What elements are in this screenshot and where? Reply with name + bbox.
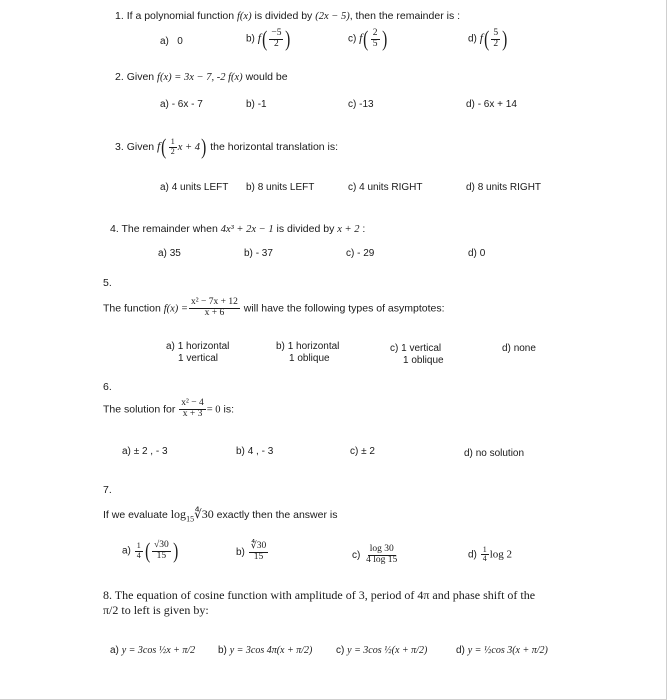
question-2 [115,71,288,83]
option-value: y = 3cos 4π(x + π/2) [229,645,313,656]
q3-rest: x + 4 [177,141,200,153]
option-value: 0 [177,36,183,47]
option-value: 0 [479,248,486,259]
q2-option-a[interactable] [160,99,203,110]
option-letter: c) [352,550,361,562]
frac-num: 2 [372,27,378,38]
option-letter: d) [502,343,511,354]
option-value: ± 2 , - 3 [133,446,168,457]
q8-option-b[interactable] [218,645,312,656]
option-letter: c) [348,99,357,110]
frac-den: 4 [136,550,141,560]
q2-text: Given [126,71,155,83]
frac-den: 4 log 15 [366,554,398,565]
q6-eq: = 0 [206,404,221,416]
frac-num: √30 [154,539,169,550]
q8-option-d[interactable] [456,645,548,656]
question-3: 3. Given f( $\frac{1}{2}$ x + 4) the horizontal translation is: [115,134,339,159]
q1-text: If a polynomial function [126,10,235,22]
option-value: 35 [169,248,181,259]
option-letter: c) [390,343,399,354]
q7-option-a[interactable]: a) $\frac{1}{4}$ ( $\frac{√30}{15}$ ) [122,538,178,563]
option-letter: b) [236,547,245,559]
frac-den: 4 [482,554,487,564]
frac-den: 15 [156,550,167,561]
frac-den: x + 3 [182,408,203,419]
q6-number: 6. [103,381,112,393]
q4-poly: 4x³ + 2x − 1 [220,224,274,235]
option-value: -1 [257,99,267,110]
question-6 [103,399,234,420]
frac-num: ∜30 [250,541,267,551]
q2-number: 2. [115,71,124,83]
q5-option-b[interactable] [276,341,339,364]
q7-base: 15 [186,514,195,524]
option-value: - 29 [357,248,375,259]
q8-option-c[interactable] [336,645,427,656]
frac-num: x² − 7x + 12 [191,297,238,307]
frac-den: 2 [493,38,499,49]
q2-expr: f(x) = 3x − 7, -2 f(x) [157,72,243,83]
q2-option-c[interactable] [348,99,374,110]
option-letter: b) [218,645,227,656]
option-fn: f [479,30,484,45]
q7-option-d[interactable] [468,546,512,564]
option-letter: d) [464,448,473,459]
q1-fx: f(x) [237,11,252,22]
option-letter: a) [160,182,169,193]
q4-option-c[interactable] [346,248,374,259]
q5-option-d[interactable] [502,343,536,354]
q1-number: 1. [115,10,124,22]
option-letter: b) [246,182,255,193]
q7-number: 7. [103,484,112,496]
option-line2: 1 oblique [403,354,444,366]
q2-option-d[interactable] [466,99,517,110]
option-value: none [513,343,536,354]
option-letter: b) [236,446,245,457]
q1-divisor: (2x − 5) [315,11,350,22]
q7-text: If we evaluate [103,509,168,521]
q5-lhs: f(x) = [163,303,188,315]
q4-option-a[interactable] [158,248,181,259]
option-line1: 1 horizontal [177,341,230,352]
frac-den: 15 [253,551,264,562]
q6-text: The solution for [103,403,176,416]
q1-option-b[interactable]: b) f( $\frac{-5}{2}$ ) [246,26,291,51]
option-value: - 6x - 7 [171,99,203,110]
q8-option-a[interactable] [110,645,195,656]
q5-option-c[interactable] [390,343,444,366]
option-letter: b) [246,99,255,110]
option-letter: b) [246,33,255,45]
q7-tail: exactly then the answer is [216,509,338,521]
q4-tail: : [362,223,366,235]
option-letter: a) [160,99,169,110]
option-letter: d) [468,549,477,561]
q1-tail: , then the remainder is : [349,10,461,22]
option-letter: b) [276,341,285,352]
q6-option-c[interactable] [350,446,375,457]
option-letter: c) [348,33,357,45]
q5-number: 5. [103,277,112,289]
q1-option-c[interactable]: c) f( $\frac{2}{5}$ ) [348,26,387,51]
option-line2: 1 oblique [289,352,330,364]
option-value: ± 2 [361,446,375,457]
q3-option-d[interactable] [466,182,541,193]
option-letter: d) [466,182,475,193]
option-letter: c) [346,248,355,259]
q1-mid: is divided by [254,10,313,22]
question-7 [103,507,337,523]
frac-den: x + 6 [204,307,225,318]
frac-den: 2 [170,146,175,156]
frac-num: 1 [136,541,141,551]
question-1 [115,10,460,22]
option-letter: a) [110,645,119,656]
option-value: 8 units LEFT [257,182,315,193]
option-letter: c) [348,182,357,193]
frac-num: 1 [482,545,487,554]
q4-divisor: x + 2 [337,224,360,235]
option-value: - 37 [255,248,273,259]
option-letter: c) [350,446,359,457]
q7-option-b[interactable] [236,542,269,563]
option-letter: a) [122,446,131,457]
option-fn: f [359,30,363,45]
option-line2: 1 vertical [178,352,219,364]
option-value: 8 units RIGHT [477,182,542,193]
q3-option-c[interactable] [348,182,422,193]
q4-option-b[interactable] [244,248,273,259]
option-letter: d) [468,248,477,259]
option-value: - 6x + 14 [477,99,517,110]
frac-den: 2 [274,38,279,49]
option-value: y = 3cos ½(x + π/2) [347,645,428,656]
q4-mid: is divided by [276,223,335,235]
option-letter: d) [468,33,477,45]
q4-option-d[interactable] [468,248,485,259]
question-5 [103,298,445,319]
question-8: 8. The equation of cosine function with amplitude of 3, period of 4π and phase shift of the π/2 to left is given by: [103,588,536,617]
option-line1: 1 horizontal [287,341,340,352]
q6-option-a[interactable] [122,446,168,457]
q1-option-d[interactable]: d) f( $\frac{5}{2}$ ) [468,26,508,51]
option-rest: log 2 [489,548,512,561]
q5-text: The function [103,302,161,315]
question-4 [110,223,365,235]
option-letter: d) [466,99,475,110]
q3-option-b[interactable] [246,182,314,193]
frac-num: 1 [170,137,175,147]
q3-fn: f [157,138,161,153]
option-fn: f [257,30,262,45]
frac-num: −5 [271,27,282,38]
option-letter: a) [166,341,175,352]
q3-text: Given [126,140,155,153]
q3-option-a[interactable] [160,182,228,193]
q6-tail: is: [223,403,234,416]
frac-num: x² − 4 [181,398,204,408]
option-letter: c) [336,645,345,656]
option-letter: b) [244,248,253,259]
q7-option-c[interactable] [352,545,400,566]
q3-tail: the horizontal translation is: [210,140,339,153]
option-value: 4 , - 3 [247,446,274,457]
q5-tail: will have the following types of asymptotes: [243,302,445,315]
frac-num: log 30 [369,544,394,554]
q4-number: 4. [110,223,119,235]
q7-radical: ∜30 [194,507,214,521]
frac-num: 5 [493,27,499,38]
q2-option-b[interactable] [246,99,267,110]
option-value: 4 units LEFT [171,182,229,193]
option-value: -13 [359,99,374,110]
frac-den: 5 [372,38,378,49]
q3-number: 3. [115,140,124,153]
q6-option-b[interactable] [236,446,273,457]
option-value: no solution [475,448,525,459]
option-value: y = ½cos 3(x + π/2) [467,645,548,656]
option-letter: d) [456,645,465,656]
q1-option-a[interactable] [160,36,183,47]
option-line1: 1 vertical [401,343,442,354]
q7-log: log [170,507,187,521]
option-value: 4 units RIGHT [359,182,423,193]
q4-text: The remainder when [121,223,218,235]
q5-option-a[interactable] [166,341,229,364]
option-value: y = 3cos ½x + π/2 [121,645,196,656]
q6-option-d[interactable] [464,448,524,459]
option-letter: a) [122,545,131,557]
option-letter: a) [160,36,169,47]
option-letter: a) [158,248,167,259]
q2-tail: would be [245,71,288,83]
